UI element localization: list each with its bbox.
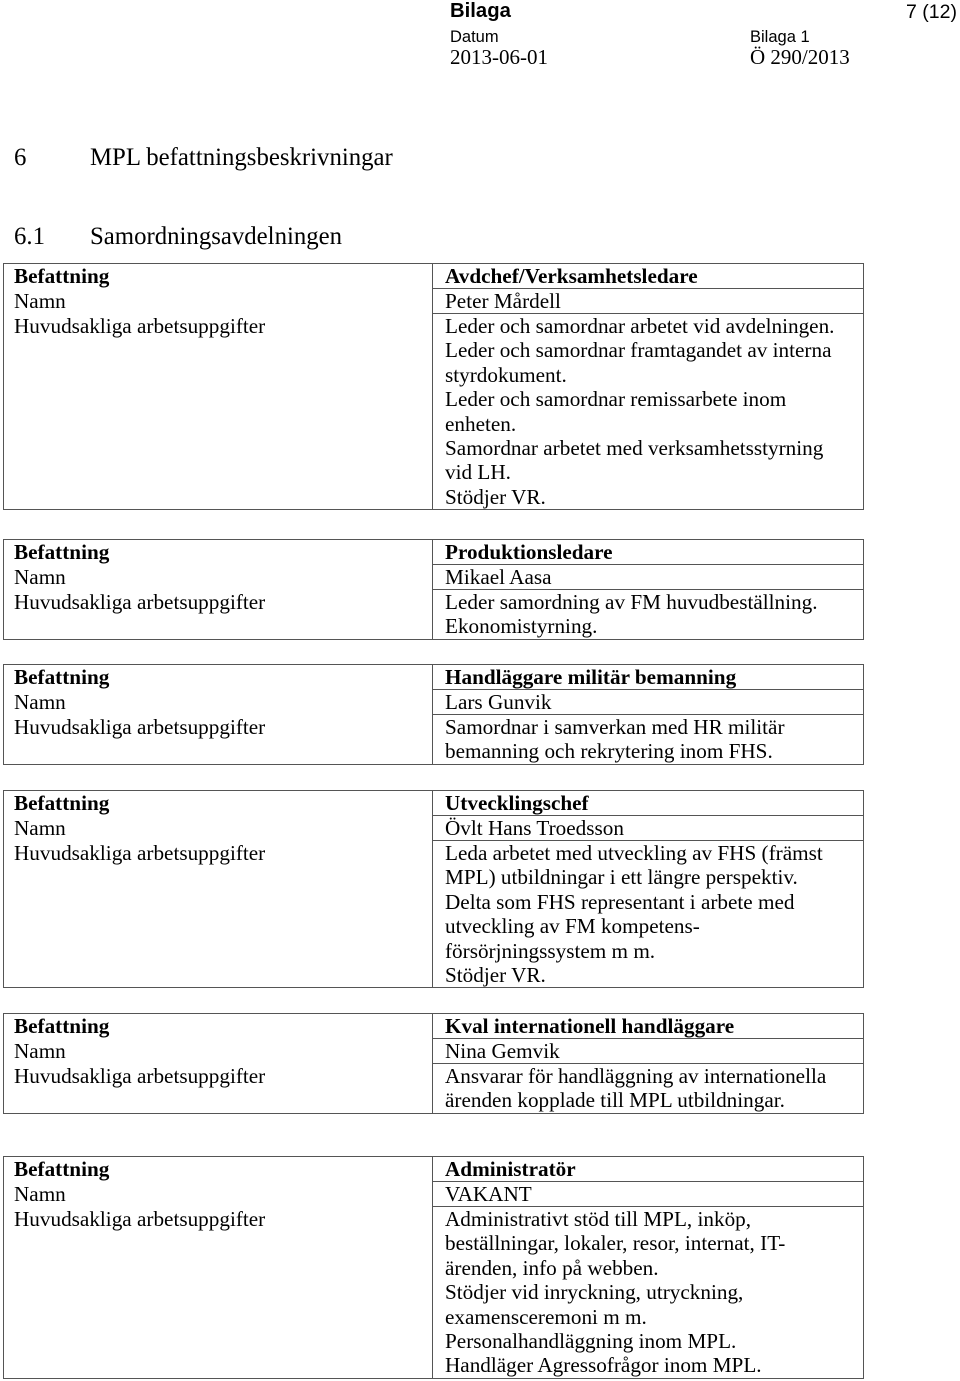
task-line: beställningar, lokaler, resor, internat, IT-: [445, 1231, 786, 1256]
name-label: Namn: [14, 289, 66, 313]
task-line: MPL) utbildningar i ett längre perspektiv.: [445, 865, 798, 890]
task-line: ärenden, info på webben.: [445, 1255, 659, 1280]
name-label: Namn: [14, 1182, 66, 1206]
task-line: Leder och samordnar arbetet vid avdelningen.: [445, 314, 835, 338]
task-line: Leder och samordnar framtagandet av interna: [445, 338, 832, 363]
task-line: Leda arbetet med utveckling av FHS (främst: [445, 841, 823, 865]
person-name: Övlt Hans Troedsson: [433, 816, 863, 841]
section-number: 6: [14, 144, 27, 171]
person-name: Mikael Aasa: [433, 565, 863, 590]
task-line: examensceremoni m m.: [445, 1304, 647, 1329]
reference-value: Ö 290/2013: [750, 45, 850, 69]
position-label: Befattning: [14, 1014, 110, 1038]
value-column: [432, 665, 863, 764]
value-column: [432, 791, 863, 987]
tasks-cell: [433, 841, 863, 987]
label-column: [4, 264, 432, 509]
tasks-cell: [433, 1207, 863, 1378]
task-line: Leder och samordnar remissarbete inom: [445, 387, 787, 412]
position-table: [3, 1013, 864, 1114]
person-name: Peter Mårdell: [433, 289, 863, 314]
header-title: Bilaga: [450, 0, 511, 22]
label-column: [4, 1014, 432, 1113]
task-line: Samordnar arbetet med verksamhetsstyrning: [445, 435, 824, 460]
name-label: Namn: [14, 1039, 66, 1063]
task-line: styrdokument.: [445, 362, 567, 387]
person-name: Nina Gemvik: [433, 1039, 863, 1064]
value-column: [432, 540, 863, 639]
value-column: [432, 264, 863, 509]
task-line: Ansvarar för handläggning av internationella: [445, 1064, 827, 1088]
name-label: Namn: [14, 816, 66, 840]
position-title: Handläggare militär bemanning: [433, 665, 863, 690]
label-column: [4, 1157, 432, 1378]
label-column: [4, 791, 432, 987]
position-table: [3, 263, 864, 510]
position-title: Avdchef/Verksamhetsledare: [433, 264, 863, 289]
person-name: VAKANT: [433, 1182, 863, 1207]
position-label: Befattning: [14, 665, 110, 689]
section-title: Samordningsavdelningen: [90, 223, 343, 250]
task-line: Ekonomistyrning.: [445, 614, 598, 639]
tasks-cell: [433, 314, 863, 509]
task-line: Delta som FHS representant i arbete med: [445, 889, 795, 914]
position-label: Befattning: [14, 540, 110, 564]
position-title: Kval internationell handläggare: [433, 1014, 863, 1039]
task-line: Stödjer vid inryckning, utryckning,: [445, 1280, 744, 1305]
task-line: försörjningssystem m m.: [445, 938, 656, 963]
tasks-cell: [433, 715, 863, 764]
page-number: 7 (12): [906, 1, 957, 23]
tasks-label: Huvudsakliga arbetsuppgifter: [14, 1064, 266, 1088]
task-line: Samordnar i samverkan med HR militär: [445, 715, 785, 739]
task-line: utveckling av FM kompetens-: [445, 914, 700, 939]
tasks-label: Huvudsakliga arbetsuppgifter: [14, 1207, 266, 1231]
task-line: Stödjer VR.: [445, 962, 546, 987]
tasks-label: Huvudsakliga arbetsuppgifter: [14, 841, 266, 865]
task-line: vid LH.: [445, 460, 511, 485]
name-label: Namn: [14, 690, 66, 714]
reference-label: Bilaga 1: [750, 28, 810, 46]
position-title: Administratör: [433, 1157, 863, 1182]
position-label: Befattning: [14, 264, 110, 288]
position-table: [3, 664, 864, 765]
person-name: Lars Gunvik: [433, 690, 863, 715]
tasks-label: Huvudsakliga arbetsuppgifter: [14, 590, 266, 614]
tasks-label: Huvudsakliga arbetsuppgifter: [14, 314, 266, 338]
task-line: Stödjer VR.: [445, 484, 546, 509]
date-value: 2013-06-01: [450, 45, 548, 69]
position-table: [3, 1156, 864, 1379]
task-line: bemanning och rekrytering inom FHS.: [445, 739, 773, 764]
label-column: [4, 540, 432, 639]
task-line: Personalhandläggning inom MPL.: [445, 1328, 737, 1353]
position-title: Utvecklingschef: [433, 791, 863, 816]
task-line: ärenden kopplade till MPL utbildningar.: [445, 1088, 785, 1113]
position-title: Produktionsledare: [433, 540, 863, 565]
task-line: Administrativt stöd till MPL, inköp,: [445, 1207, 752, 1231]
value-column: [432, 1157, 863, 1378]
tasks-cell: [433, 590, 863, 639]
position-table: [3, 539, 864, 640]
section-title: MPL befattningsbeskrivningar: [90, 144, 393, 171]
position-table: [3, 790, 864, 988]
task-line: Leder samordning av FM huvudbeställning.: [445, 590, 818, 614]
position-label: Befattning: [14, 1157, 110, 1181]
task-line: Handläger Agressofrågor inom MPL.: [445, 1353, 762, 1378]
name-label: Namn: [14, 565, 66, 589]
section-number: 6.1: [14, 223, 45, 250]
tasks-label: Huvudsakliga arbetsuppgifter: [14, 715, 266, 739]
date-label: Datum: [450, 28, 499, 46]
value-column: [432, 1014, 863, 1113]
tasks-cell: [433, 1064, 863, 1113]
position-label: Befattning: [14, 791, 110, 815]
task-line: enheten.: [445, 411, 517, 436]
label-column: [4, 665, 432, 764]
